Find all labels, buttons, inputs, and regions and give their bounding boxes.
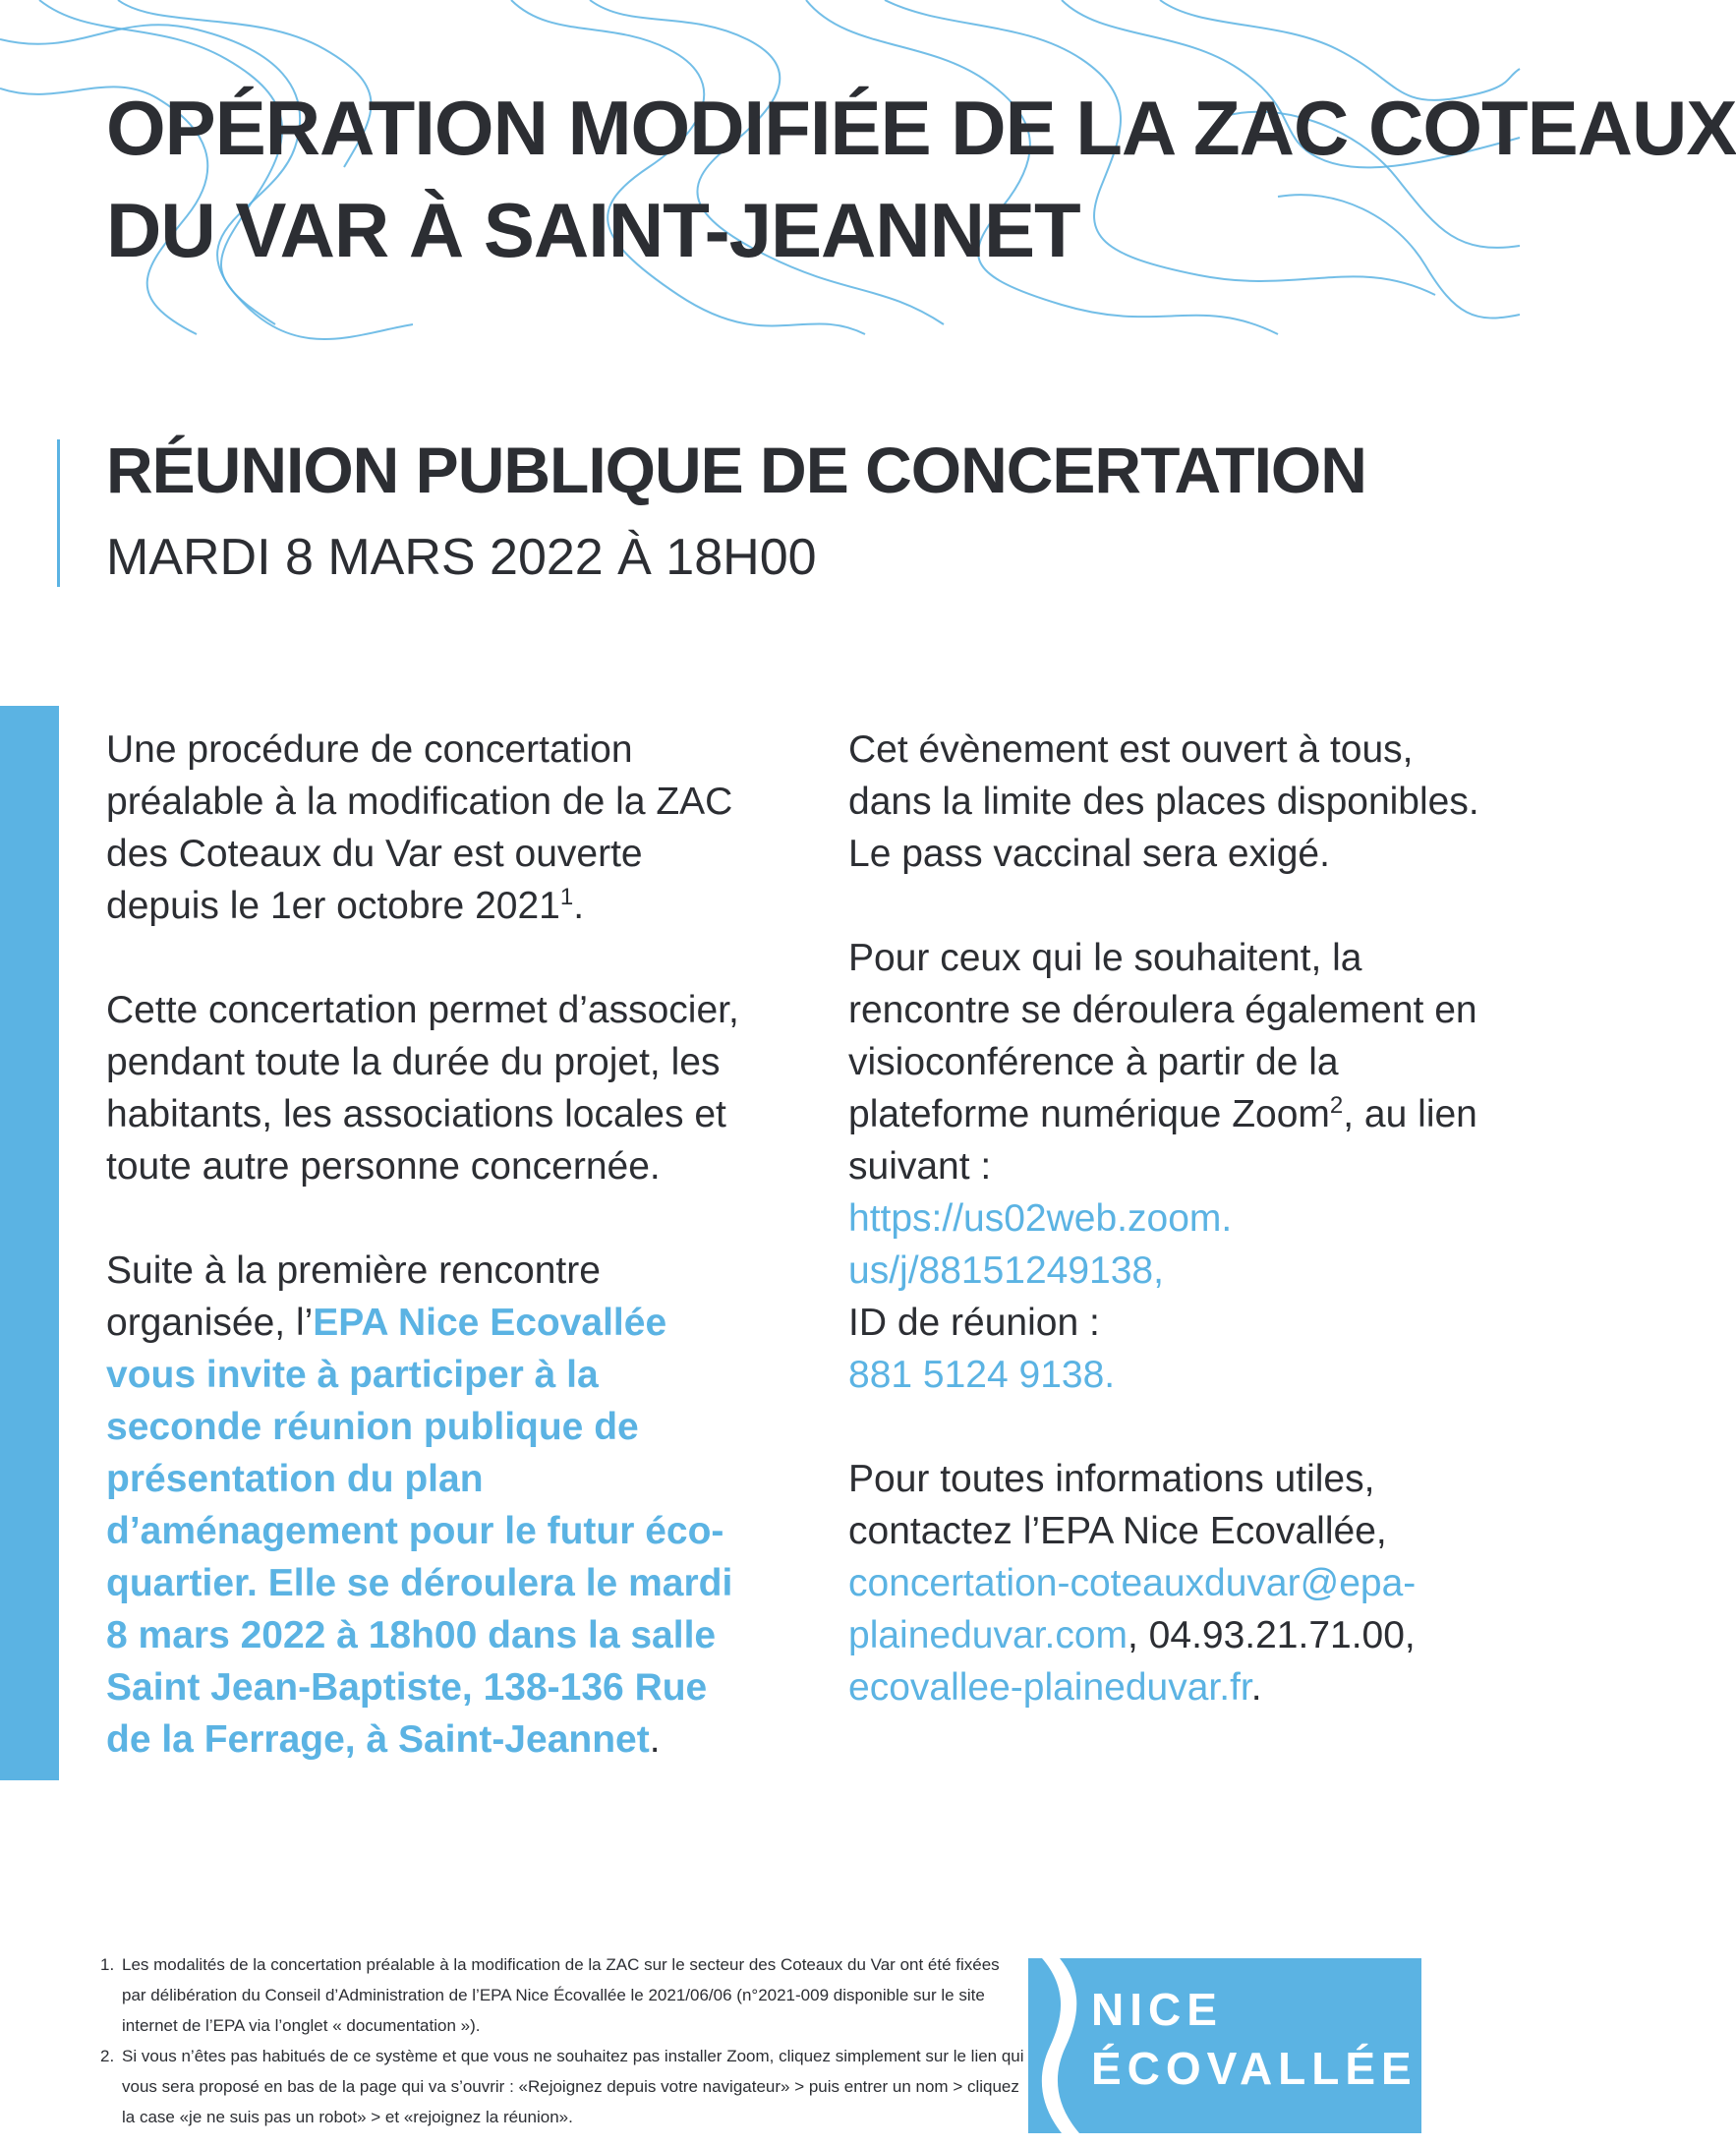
footnote-2-text: Si vous n’êtes pas habitués de ce système et que vous ne souhaitez pas installer Zoom, cliquez simplement sur le lien qui vous sera proposé en bas de la page qui va s’ouvrir : «Rejoignez depuis votre navigateur» > puis entrer un nom > cliquez la case «je ne suis pas un robot» > et «rejoignez la réunion».: [122, 2047, 1024, 2126]
zoom-link-part-2: us/j/88151249138,: [848, 1249, 1164, 1292]
contact-end: .: [1250, 1666, 1262, 1709]
zoom-link-part-1: https://us02web.zoom.: [848, 1197, 1233, 1240]
logo-line-2: ÉCOVALLÉE: [1091, 2043, 1418, 2094]
intro-paragraph: [106, 724, 755, 932]
website-link[interactable]: ecovallee-plaineduvar.fr: [848, 1666, 1251, 1709]
left-column: [106, 724, 755, 1818]
invitation-highlight: EPA Nice Ecovallée vous invite à participer à la seconde réunion publique de présentation du plan d’aménagement pour le futur éco-quartier. Elle se déroulera le mardi 8 mars 2022 à 18h00 dans la salle Saint Jean-Baptiste, 138-136 Rue de la Ferrage, à Saint-Jeannet: [106, 1302, 733, 1761]
meeting-title: RÉUNION PUBLIQUE DE CONCERTATION: [106, 434, 1366, 506]
concertation-paragraph: Cette concertation permet d’associer, pendant toute la durée du projet, les habitants, les associations locales et toute autre personne concernée.: [106, 989, 739, 1188]
intro-text: Une procédure de concertation préalable à la modification de la ZAC des Coteaux du Var est ouverte depuis le 1er octobre 2021: [106, 728, 733, 927]
footnote-2: [100, 2041, 1027, 2132]
logo-wordmark: [1091, 1980, 1418, 2098]
logo-line-1: NICE: [1091, 1984, 1223, 2035]
side-accent-band: [0, 706, 59, 1780]
footnote-1-text: Les modalités de la concertation préalable à la modification de la ZAC sur le secteur des Coteaux du Var ont été fixées par délibération du Conseil d’Administration de l’EPA Nice Écovallée le 2021/06/06 (n°2021-009 disponible sur le site internet de l’EPA via l’onglet « documentation »).: [122, 1955, 1000, 2035]
invitation-intro: Suite à la première rencontre organisée, l’: [106, 1249, 601, 1344]
title-line-2: DU VAR À SAINT-JEANNET: [106, 187, 1080, 273]
meeting-id-label: ID de réunion :: [848, 1302, 1100, 1344]
contact-phone: , 04.93.21.71.00,: [1128, 1614, 1416, 1656]
contact-paragraph: [848, 1453, 1497, 1713]
document-title: [106, 77, 1736, 281]
footnote-2-number: 2.: [100, 2047, 115, 2065]
zoom-paragraph: [848, 932, 1497, 1401]
invitation-paragraph: [106, 1245, 755, 1766]
contact-text: Pour toutes informations utiles, contactez l’EPA Nice Ecovallée,: [848, 1458, 1387, 1552]
footnote-1: [100, 1949, 1027, 2041]
footnote-ref-2: 2: [1329, 1092, 1344, 1119]
invitation-end: .: [649, 1718, 661, 1761]
nice-ecovallee-logo: [1028, 1958, 1421, 2133]
footnote-1-number: 1.: [100, 1955, 115, 1974]
email-part-1: concertation-coteauxduvar@epa-: [848, 1562, 1417, 1604]
footnotes: [94, 1949, 1027, 2132]
zoom-after: , au lien suivant :: [848, 1093, 1477, 1188]
intro-end: .: [573, 885, 585, 927]
meeting-date: MARDI 8 MARS 2022 À 18H00: [106, 529, 817, 586]
zoom-text: Pour ceux qui le souhaitent, la rencontre se déroulera également en visioconférence à partir de la plateforme numérique Zoom: [848, 937, 1477, 1135]
email-part-2: plaineduvar.com: [848, 1614, 1128, 1656]
access-paragraph: Cet évènement est ouvert à tous, dans la limite des places disponibles. Le pass vaccinal sera exigé.: [848, 728, 1479, 875]
right-column: [848, 724, 1497, 1766]
zoom-link[interactable]: [848, 1197, 1232, 1292]
footnote-ref-1: 1: [559, 884, 574, 910]
meeting-id: 881 5124 9138.: [848, 1354, 1116, 1396]
title-line-1: OPÉRATION MODIFIÉE DE LA ZAC COTEAUX: [106, 85, 1736, 171]
meeting-accent-bar: [57, 439, 60, 587]
